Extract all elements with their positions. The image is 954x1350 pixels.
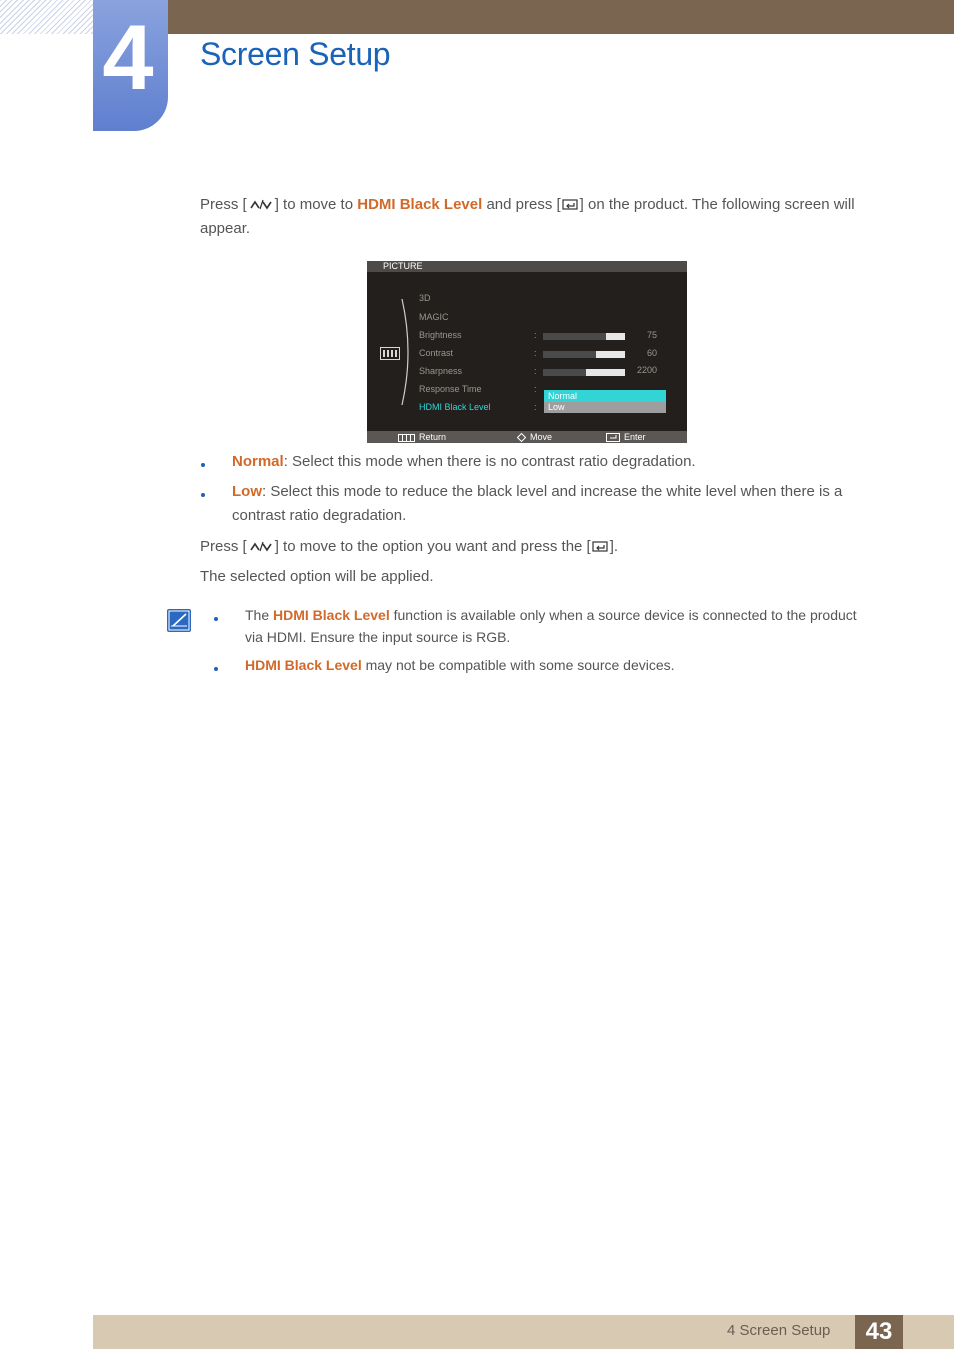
osd-option-normal-label: Normal xyxy=(548,391,578,401)
osd-footer-return[interactable]: Return xyxy=(419,432,447,442)
note-2-term: HDMI Black Level xyxy=(245,657,362,673)
intro-text-1: Press [ xyxy=(200,196,247,213)
bullet-dot xyxy=(214,667,218,671)
note-1-term: HDMI Black Level xyxy=(273,607,390,623)
osd-item-response-time[interactable]: Response Time xyxy=(419,384,482,394)
osd-footer-enter[interactable]: Enter xyxy=(624,432,646,442)
contrast-slider-fill xyxy=(543,351,596,358)
header-bar xyxy=(93,0,954,34)
note-2 xyxy=(245,654,865,676)
footer-section-label: 4 Screen Setup xyxy=(727,1322,831,1339)
up-down-arrows-icon xyxy=(247,538,275,553)
osd-item-3d[interactable]: 3D xyxy=(419,293,431,303)
return-icon xyxy=(398,433,415,445)
contrast-value: 60 xyxy=(646,348,657,358)
enter-icon xyxy=(606,433,620,445)
osd-option-normal[interactable] xyxy=(544,390,666,402)
osd-footer xyxy=(367,431,687,443)
osd-option-low-label: Low xyxy=(548,402,565,412)
osd-item-magic[interactable]: MAGIC xyxy=(419,312,449,322)
bullet-dot xyxy=(201,463,205,467)
press-text-2: ] to move to the option you want and press the [ xyxy=(274,538,591,555)
chapter-title: Screen Setup xyxy=(200,36,391,72)
header-hatch-pattern xyxy=(0,0,93,34)
contrast-slider[interactable] xyxy=(543,351,625,358)
sharpness-slider-fill xyxy=(543,369,586,376)
bullet-dot xyxy=(201,493,205,497)
osd-colon: : xyxy=(534,384,537,394)
move-icon xyxy=(517,433,526,445)
intro-paragraph xyxy=(200,193,890,241)
bullet-normal-text: : Select this mode when there is no contrast ratio degradation. xyxy=(283,453,696,470)
note-1-pre: The xyxy=(245,607,274,623)
osd-picture-icon xyxy=(380,347,400,362)
bullet-low-term: Low xyxy=(232,483,262,500)
enter-button-icon xyxy=(561,196,580,211)
bullet-low-text: : Select this mode to reduce the black level and increase the white level when there is a contrast ratio degradation. xyxy=(232,483,843,524)
intro-text-2: ] to move to xyxy=(274,196,358,213)
note-1-text: function is available only when a source device is connected to the product via HDMI. Ensure the input source is RGB. xyxy=(245,607,857,645)
osd-option-low[interactable] xyxy=(544,402,666,413)
bullet-dot xyxy=(214,617,218,621)
sharpness-value: 2200 xyxy=(636,365,657,375)
osd-menu-screenshot xyxy=(367,261,687,443)
osd-item-brightness[interactable]: Brightness xyxy=(419,330,462,340)
chapter-number-block xyxy=(93,0,168,131)
applied-text: The selected option will be applied. xyxy=(200,568,434,585)
osd-curve-divider xyxy=(400,297,414,409)
bullet-low xyxy=(232,480,882,528)
press-text-1: Press [ xyxy=(200,538,247,555)
sharpness-slider[interactable] xyxy=(543,369,625,376)
osd-item-sharpness[interactable]: Sharpness xyxy=(419,366,463,376)
press-text-3: ]. xyxy=(609,538,619,555)
press-instruction xyxy=(200,535,890,559)
osd-header-title: PICTURE xyxy=(383,261,423,271)
osd-colon: : xyxy=(534,330,537,340)
brightness-value: 75 xyxy=(646,330,657,340)
osd-footer-move[interactable]: Move xyxy=(530,432,553,442)
intro-text-3: and press [ xyxy=(482,196,561,213)
osd-item-contrast[interactable]: Contrast xyxy=(419,348,454,358)
note-2-text: may not be compatible with some source devices. xyxy=(361,657,675,673)
osd-header xyxy=(367,261,687,272)
brightness-slider[interactable] xyxy=(543,333,625,340)
chapter-number: 4 xyxy=(102,7,154,109)
up-down-arrows-icon xyxy=(247,196,275,211)
osd-item-hdmi-black-level[interactable]: HDMI Black Level xyxy=(419,402,491,412)
note-1 xyxy=(245,604,865,648)
osd-colon: : xyxy=(534,366,537,376)
intro-highlight-term: HDMI Black Level xyxy=(357,196,483,213)
bullet-normal-term: Normal xyxy=(232,453,284,470)
osd-colon: : xyxy=(534,402,537,412)
osd-colon: : xyxy=(534,348,537,358)
enter-button-icon xyxy=(591,538,610,553)
intro-text-4: ] on the product. The following screen will appear. xyxy=(200,196,855,237)
brightness-slider-fill xyxy=(543,333,606,340)
page-number: 43 xyxy=(855,1315,903,1349)
note-pencil-icon xyxy=(167,609,191,632)
bullet-normal xyxy=(232,450,882,474)
